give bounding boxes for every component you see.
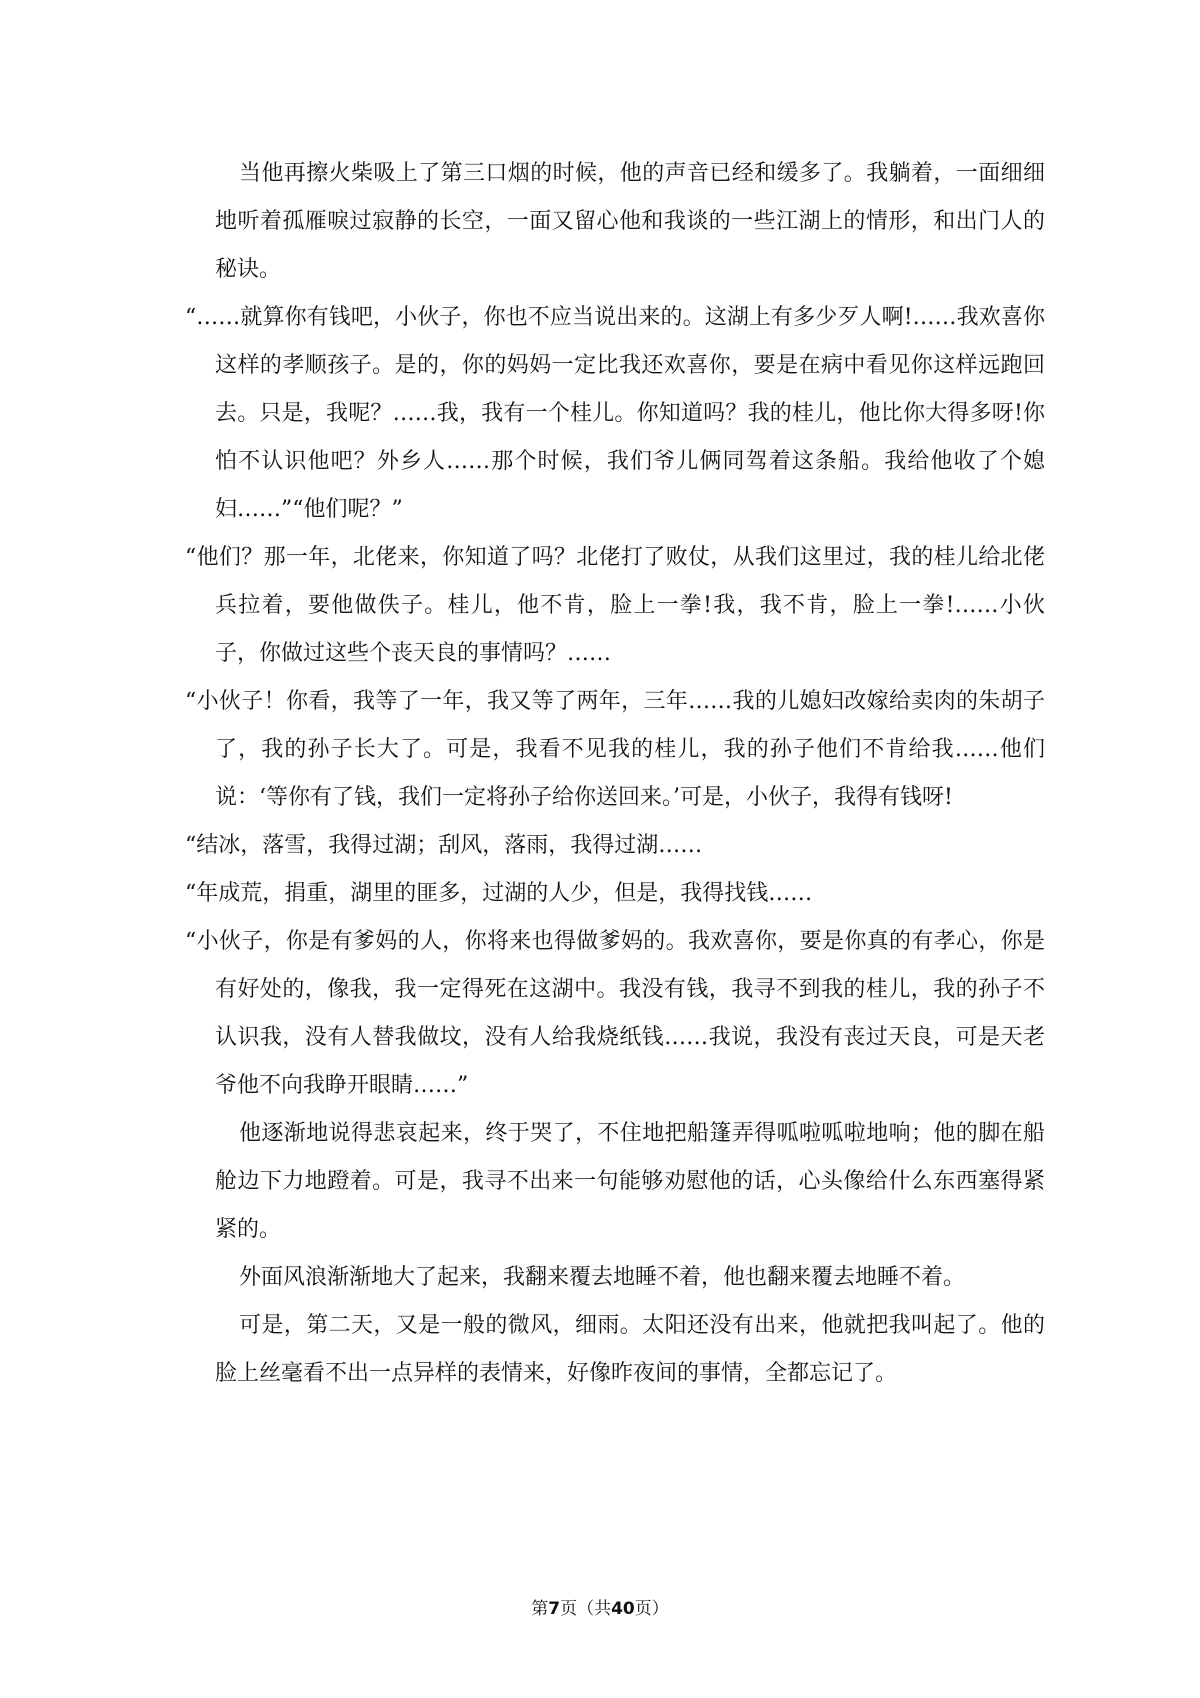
body-text (185, 150, 1045, 1398)
paragraph: 当他再擦火柴吸上了第三口烟的时候，他的声音已经和缓多了。我躺着，一面细细地听着孤雁唳过寂静的长空，一面又留心他和我谈的一些江湖上的情形，和出门人的秘诀。 (215, 161, 1045, 282)
page-footer (0, 1597, 1200, 1621)
paragraph: 他逐渐地说得悲哀起来，终于哭了，不住地把船篷弄得呱啦呱啦地响；他的脚在船舱边下力地蹬着。可是，我寻不出来一句能够劝慰他的话，心头像给什么东西塞得紧紧的。 (215, 1121, 1045, 1242)
footer-suffix: 页） (634, 1599, 669, 1619)
footer-page-number: 7 (548, 1599, 561, 1619)
paragraph: 外面风浪渐渐地大了起来，我翻来覆去地睡不着，他也翻来覆去地睡不着。 (239, 1265, 966, 1290)
paragraph: 可是，第二天，又是一般的微风，细雨。太阳还没有出来，他就把我叫起了。他的脸上丝毫看不出一点异样的表情来，好像昨夜间的事情，全都忘记了。 (215, 1313, 1045, 1386)
paragraph: “小伙子，你是有爹妈的人，你将来也得做爹妈的。我欢喜你，要是你真的有孝心，你是有好处的，像我，我一定得死在这湖中。我没有钱，我寻不到我的桂儿，我的孙子不认识我，没有人替我做坟，没有人给我烧纸钱……我说，我没有丧过天良，可是天老爷他不向我睁开眼睛……” (185, 929, 1045, 1098)
footer-prefix: 第 (531, 1599, 549, 1619)
footer-middle: 页（共 (560, 1599, 612, 1619)
paragraph: “年成荒，捐重，湖里的匪多，过湖的人少，但是，我得找钱…… (185, 881, 813, 906)
footer-total-pages: 40 (611, 1599, 635, 1619)
paragraph: “结冰，落雪，我得过湖；刮风，落雨，我得过湖…… (185, 833, 703, 858)
paragraph: “他们？那一年，北佬来，你知道了吗？北佬打了败仗，从我们这里过，我的桂儿给北佬兵拉着，要他做佚子。桂儿，他不肯，脸上一拳!我，我不肯，脸上一拳!……小伙子，你做过这些个丧天良的事情吗？…… (185, 545, 1045, 666)
paragraph: “……就算你有钱吧，小伙子，你也不应当说出来的。这湖上有多少歹人啊!……我欢喜你这样的孝顺孩子。是的，你的妈妈一定比我还欢喜你，要是在病中看见你这样远跑回去。只是，我呢？……我，我有一个桂儿。你知道吗？我的桂儿，他比你大得多呀!你怕不认识他吧？外乡人……那个时候，我们爷儿俩同驾着这条船。我给他收了个媳妇……”“他们呢？” (185, 305, 1045, 522)
paragraph: “小伙子！你看，我等了一年，我又等了两年，三年……我的儿媳妇改嫁给卖肉的朱胡子了，我的孙子长大了。可是，我看不见我的桂儿，我的孙子他们不肯给我……他们说：‘等你有了钱，我们一定将孙子给你送回来。’可是，小伙子，我得有钱呀! (185, 689, 1045, 810)
